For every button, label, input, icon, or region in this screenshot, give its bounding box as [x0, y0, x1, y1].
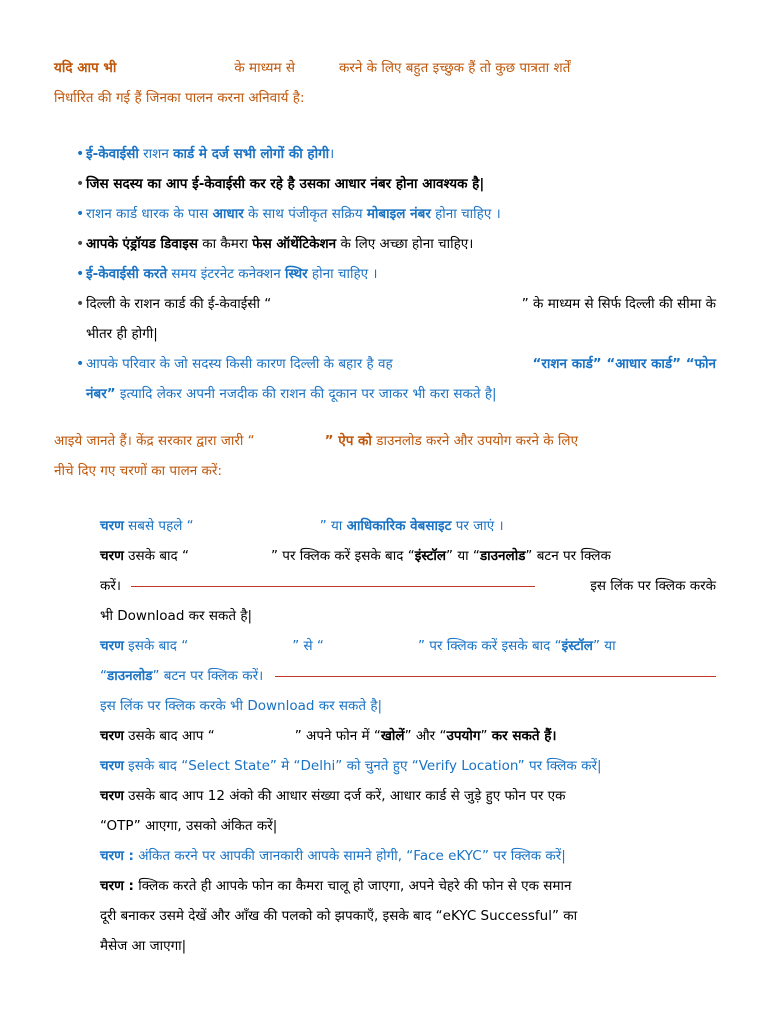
step-item: [100, 781, 716, 841]
bullet-text: ई-केवाईसी: [86, 146, 139, 162]
step-item: [100, 871, 716, 961]
step-text: ” बटन पर क्लिक: [525, 548, 611, 564]
bullet-text: समय इंटरनेट कनेक्शन: [167, 266, 285, 282]
bullet-text: जिस सदस्य का आप ई-केवाईसी कर रहे है उसका आधार नंबर होना आवश्यक है|: [86, 176, 485, 192]
bullet-text: ई-केवाईसी करते: [86, 266, 168, 282]
bullet-text: के साथ पंजीकृत सक्रिय: [243, 206, 367, 222]
bullet-text: आधार: [212, 206, 244, 222]
step-text: डाउनलोड: [107, 668, 153, 684]
step-label: चरण: [100, 518, 124, 534]
step-text: खोलें: [380, 728, 405, 744]
list-item: [54, 289, 716, 349]
step-text: ” बटन पर क्लिक करें।: [152, 668, 264, 684]
intro-lead: यदि आप भी: [54, 60, 117, 76]
step-text: इसके बाद “: [123, 638, 189, 654]
step-text: दूरी बनाकर उसमे देखें और आँख की पलको को झपकाएँ, इसके बाद “eKYC Successful” का: [100, 908, 578, 924]
step-text: ” पर क्लिक करें इसके बाद “: [271, 548, 415, 564]
intro-paragraph: [54, 53, 716, 113]
bullet-icon: •: [76, 296, 85, 312]
list-item: [54, 349, 716, 409]
step-label: चरण: [100, 638, 124, 654]
bullet-text: होना चाहिए ।: [430, 206, 501, 222]
step-label: चरण: [100, 728, 124, 744]
step-item: [100, 721, 716, 751]
step-item: [100, 841, 716, 871]
intro-part2: के माध्यम से: [234, 60, 295, 76]
list-item: [54, 229, 716, 259]
howto-text: नीचे दिए गए चरणों का पालन करें:: [54, 463, 222, 479]
bullet-text: ” के माध्यम से सिर्फ दिल्ली की सीमा के: [521, 296, 716, 312]
bullet-text: दिल्ली के राशन कार्ड की ई-केवाईसी “: [86, 296, 272, 312]
bullet-text: राशन कार्ड धारक के पास: [86, 206, 213, 222]
bullet-text: मोबाइल नंबर: [366, 206, 431, 222]
bullet-text: आपके परिवार के जो सदस्य किसी कारण दिल्ली के बहार है वह: [86, 356, 393, 372]
bullet-text: “राशन कार्ड” “आधार कार्ड” “फोन: [532, 356, 716, 372]
step-text: ” से “: [292, 638, 324, 654]
list-item: [54, 259, 716, 289]
step-text: उपयोग: [446, 728, 481, 744]
bullet-text: राशन: [138, 146, 174, 162]
step-text: उसके बाद आप 12 अंको की आधार संख्या दर्ज करें, आधार कार्ड से जुड़े हुए फोन पर एक: [123, 788, 566, 804]
download-link[interactable]: [131, 585, 535, 587]
step-text: ” या: [319, 518, 347, 534]
step-text: ” या: [592, 638, 616, 654]
list-item: [54, 199, 716, 229]
bullet-text: स्थिर: [285, 266, 308, 282]
step-text: भी Download कर सकते है|: [100, 608, 253, 624]
step-text: अंकित करने पर आपकी जानकारी आपके सामने होगी, “Face eKYC” पर क्लिक करें|: [133, 848, 566, 864]
step-text: क्लिक करते ही आपके फोन का कैमरा चालू हो जाएगा, अपने चेहरे की फोन से एक समान: [133, 878, 572, 894]
bullet-text: का कैमरा: [197, 236, 253, 252]
step-label: चरण :: [100, 848, 134, 864]
bullet-icon: •: [76, 206, 85, 222]
step-text: इस लिंक पर क्लिक करके भी Download कर सकते है|: [100, 698, 383, 714]
step-text: ” या “: [446, 548, 480, 564]
step-text: ”: [480, 728, 492, 744]
step-label: चरण: [100, 548, 124, 564]
step-item: [100, 751, 716, 781]
bullet-icon: •: [76, 176, 85, 192]
intro-line2: निर्धारित की गई हैं जिनका पालन करना अनिवार्य है:: [54, 90, 305, 106]
bullet-text: होना चाहिए ।: [307, 266, 378, 282]
step-label: चरण :: [100, 878, 134, 894]
steps-list: [100, 511, 716, 961]
howto-paragraph: [54, 426, 716, 486]
step-text: इंस्टॉल: [561, 638, 593, 654]
step-text: इंस्टॉल: [414, 548, 447, 564]
list-item: [54, 169, 716, 199]
bullet-text: के लिए अच्छा होना चाहिए।: [336, 236, 474, 252]
step-label: चरण: [100, 758, 124, 774]
step-text: ” और “: [404, 728, 447, 744]
intro-part3: करने के लिए बहुत इच्छुक हैं तो कुछ पात्रता शर्तें: [338, 60, 571, 76]
step-text: “: [100, 668, 107, 684]
step-text: ” अपने फोन में “: [294, 728, 381, 744]
eligibility-list: [54, 139, 716, 409]
howto-text: ” ऐप को: [324, 433, 372, 449]
bullet-text: आपके एंड्रॉयड डिवाइस: [86, 236, 198, 252]
step-text: कर सकते हैं।: [491, 728, 557, 744]
step-text: उसके बाद “: [123, 548, 189, 564]
bullet-icon: •: [76, 356, 85, 372]
bullet-icon: •: [76, 236, 85, 252]
bullet-text: ।: [329, 146, 335, 162]
step-text: करें।: [100, 578, 122, 594]
bullet-icon: •: [76, 146, 85, 162]
bullet-icon: •: [76, 266, 85, 282]
step-text: पर जाएं ।: [451, 518, 504, 534]
step-item: [100, 631, 716, 721]
bullet-text: इत्यादि लेकर अपनी नजदीक की राशन की दूकान पर जाकर भी करा सकते है|: [115, 386, 497, 402]
download-link[interactable]: [275, 675, 716, 677]
list-item: [54, 139, 716, 169]
step-text: आधिकारिक वेबसाइट: [346, 518, 452, 534]
step-text: उसके बाद आप “: [123, 728, 215, 744]
step-text: डाउनलोड: [479, 548, 526, 564]
step-text: “OTP” आएगा, उसको अंकित करें|: [100, 818, 278, 834]
step-item: [100, 541, 716, 631]
howto-text: डाउनलोड करने और उपयोग करने के लिए: [371, 433, 579, 449]
step-text: ” पर क्लिक करें इसके बाद “: [417, 638, 562, 654]
bullet-text: भीतर ही होगी|: [86, 326, 158, 342]
step-text: इस लिंक पर क्लिक करके: [590, 578, 716, 594]
step-item: [100, 511, 716, 541]
howto-text: आइये जानते हैं। केंद्र सरकार द्वारा जारी “: [54, 433, 255, 449]
step-label: चरण: [100, 788, 124, 804]
step-text: मैसेज आ जाएगा|: [100, 938, 187, 954]
bullet-text: कार्ड मे दर्ज सभी लोगों की होगी: [173, 146, 330, 162]
step-text: सबसे पहले “: [123, 518, 194, 534]
bullet-text: नंबर”: [86, 386, 116, 402]
step-text: इसके बाद “Select State” मे “Delhi” को चुनते हुए “Verify Location” पर क्लिक करें|: [123, 758, 602, 774]
bullet-text: फेस ऑथेंटिकेशन: [252, 236, 337, 252]
